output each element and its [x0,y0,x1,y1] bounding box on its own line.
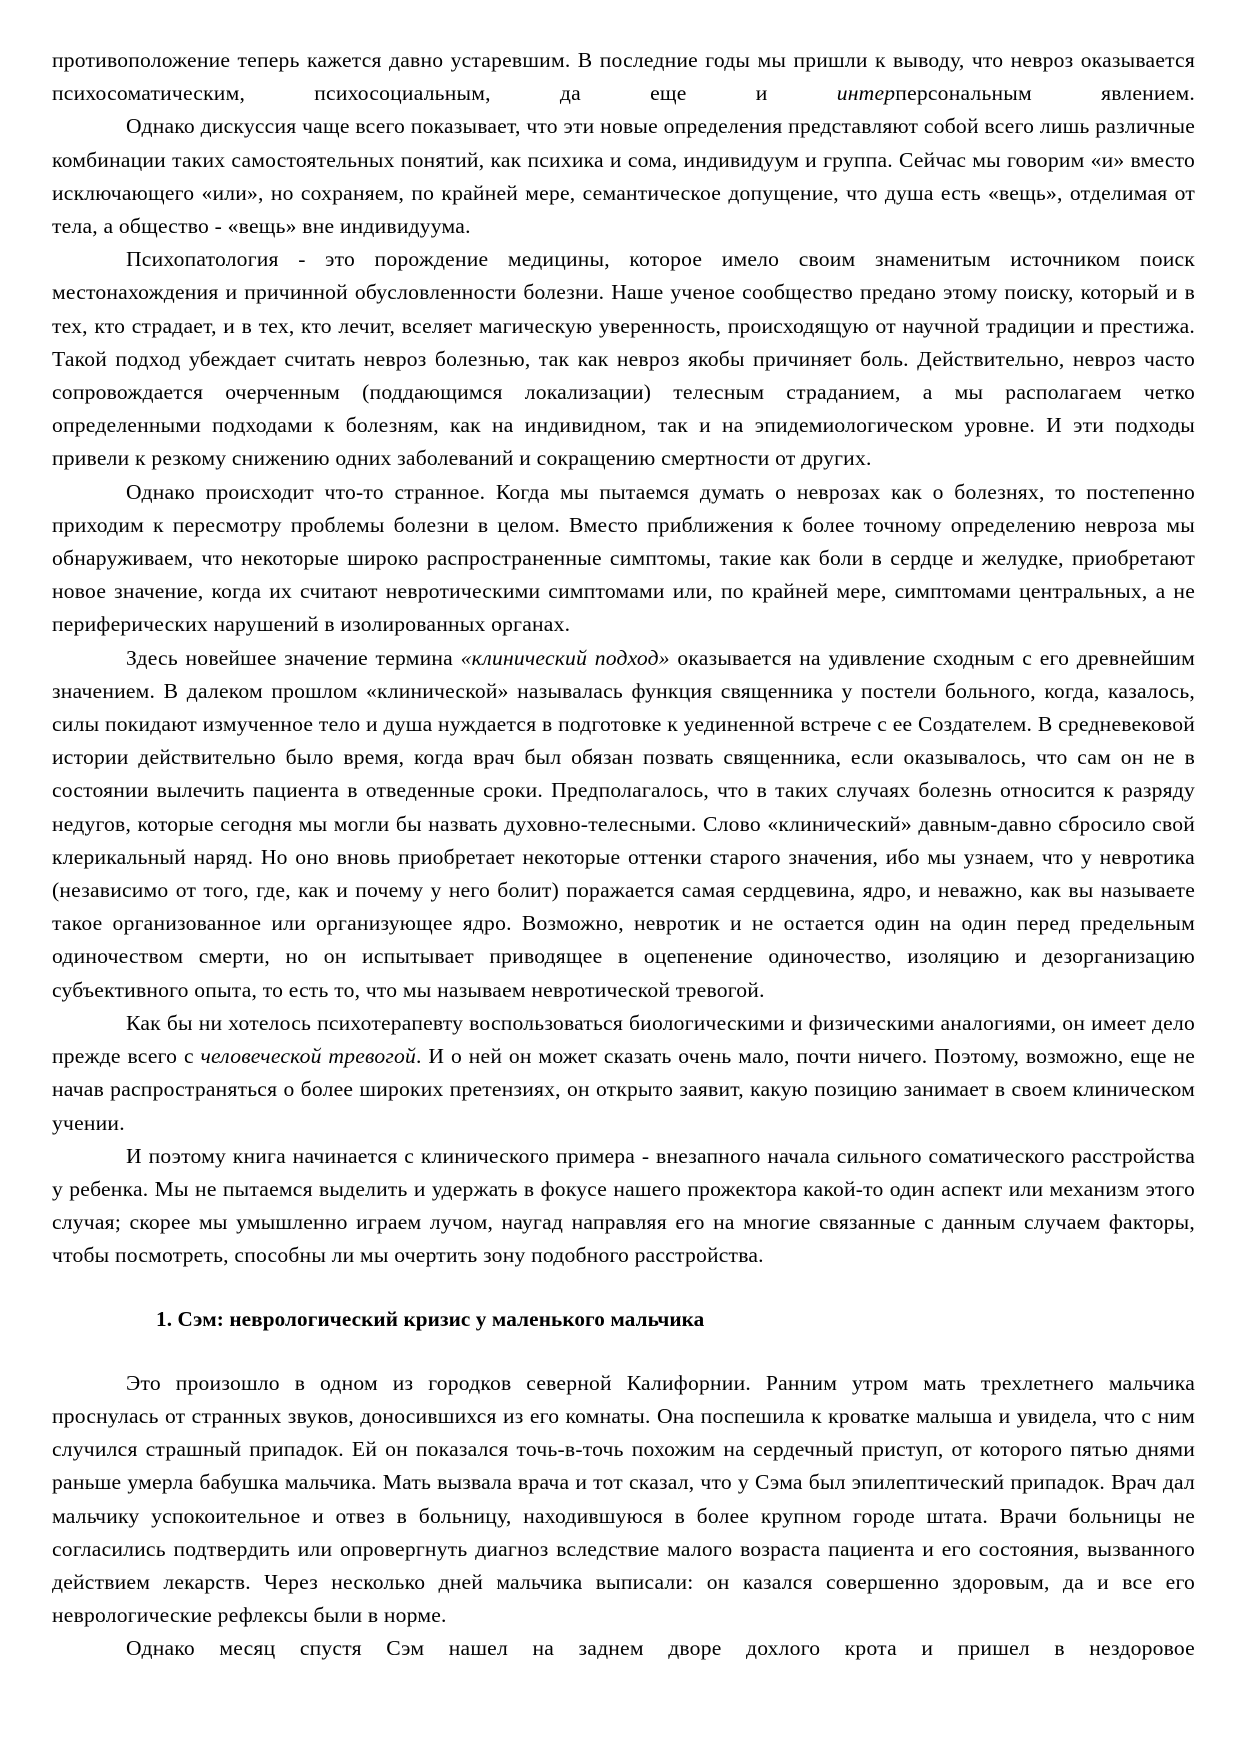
document-body [52,44,1195,1666]
paragraph-5 [52,642,1195,1007]
paragraph-4: Однако происходит что-то странное. Когда мы пытаемся думать о неврозах как о болезнях, то постепенно приходим к пересмотру проблемы болезни в целом. Вместо приближения к более точному определению невроза мы обнаруживаем, что некоторые широко распространенные симптомы, такие как боли в сердце и желудке, приобретают новое значение, когда их считают невротическими симптомами или, по крайней мере, симптомами центральных, а не периферических нарушений в изолированных органах. [52,479,1195,637]
paragraph-9: Однако месяц спустя Сэм нашел на заднем дворе дохлого крота и пришел в нездоровое [126,1636,1195,1661]
section-heading-sam: 1. Сэм: неврологический кризис у маленького мальчика [156,1306,705,1331]
paragraph-8: Это произошло в одном из городков северной Калифорнии. Ранним утром мать трехлетнего мальчика проснулась от странных звуков, доносившихся из его комнаты. Она поспешила к кроватке малыша и увидела, что с ним случился страшный припадок. Ей он показался точь-в-точь похожим на сердечный приступ, от которого пятью днями раньше умерла бабушка мальчика. Мать вызвала врача и тот сказал, что у Сэма был эпилептический припадок. Врач дал мальчику успокоительное и отвез в больницу, находившуюся в более крупном городе штата. Врачи больницы не согласились подтвердить или опровергнуть диагноз вследствие малого возраста пациента и его состояния, вызванного действием лекарств. Через несколько дней мальчика выписали: он казался совершенно здоровым, да и все его неврологические рефлексы были в норме. [52,1370,1195,1628]
paragraph-text-part: оказывается на удивление сходным с его древнейшим значением. В далеком прошлом «клинической» называлась функция священника у постели больного, когда, казалось, силы покидают измученное тело и душа нуждается в подготовке к уединенной встрече с ее Создателем. В средневековой истории действительно было время, когда врач был обязан позвать священника, если оказывалось, что сам он не в состоянии вылечить пациента в отведенные сроки. Предполагалось, что в таких случаях болезнь относится к разряду недугов, которые сегодня мы могли бы назвать духовно-телесными. Слово «клинический» давным-давно сбросило свой клерикальный наряд. Но оно вновь приобретает некоторые оттенки старого значения, ибо мы узнаем, что у невротика (независимо от того, где, как и почему у него болит) поражается самая сердцевина, ядро, и неважно, как вы называете такое организованное или организующее ядро. Возможно, невротик и не остается один на один перед предельным одиночеством смерти, но он испытывает приводящее в оцепенение одиночество, изоляцию и дезорганизацию субъективного опыта, то есть то, что мы называем невротической тревогой. [52,645,1195,1002]
heading-spacer-below [52,1336,1195,1367]
paragraph-text-part: персональным явлением. [895,81,1195,106]
paragraph-text-part: . И о ней он может сказать очень мало, почти ничего. Поэтому, возможно, еще не начав распространяться о более широких претензиях, он открыто заявит, какую позицию занимает в своем клиническом учении. [52,1044,1195,1135]
heading-spacer-above [52,1273,1195,1303]
emphasis-inter: интер [836,81,896,106]
paragraph-3: Психопатология - это порождение медицины, которое имело своим знаменитым источником поиск местонахождения и причинной обусловленности болезни. Наше ученое сообщество предано этому поиску, который и в тех, кто страдает, и в тех, кто лечит, вселяет магическую уверенность, происходящую от научной традиции и престижа. Такой подход убеждает считать невроз болезнью, так как невроз якобы причиняет боль. Действительно, невроз часто сопровождается очерченным (поддающимся локализации) телесным страданием, а мы располагаем четко определенными подходами к болезням, как на индивидном, так и на эпидемиологическом уровне. И эти подходы привели к резкому снижению одних заболеваний и сокращению смертности от других. [52,247,1195,471]
paragraph-text-part: противоположение теперь кажется давно устаревшим. В последние годы мы пришли к выводу, что невроз оказывается психосоматическим, психосоциальным, да еще и [52,48,1195,106]
paragraph-text-part: Здесь новейшее значение термина [126,645,461,670]
paragraph-6 [52,1007,1195,1140]
paragraph-2: Однако дискуссия чаще всего показывает, что эти новые определения представляют собой всего лишь различные комбинации таких самостоятельных понятий, как психика и сома, индивидуум и группа. Сейчас мы говорим «и» вместо исключающего «или», но сохраняем, по крайней мере, семантическое допущение, что душа есть «вещь», отделимая от тела, а общество - «вещь» вне индивидуума. [52,114,1195,239]
emphasis-human-anxiety: человеческой тревогой [200,1044,417,1069]
paragraph-continuation [52,44,1195,110]
emphasis-clinical-approach: «клинический подход» [460,645,670,670]
paragraph-text-part: Как бы ни хотелось психотерапевту воспользоваться биологическими и физическими аналогиями, он имеет дело прежде всего с [52,1010,1195,1069]
paragraph-7: И поэтому книга начинается с клинического примера - внезапного начала сильного соматического расстройства у ребенка. Мы не пытаемся выделить и удержать в фокусе нашего прожектора какой-то один аспект или механизм этого случая; скорее мы умышленно играем лучом, наугад направляя его на многие связанные с данным случаем факторы, чтобы посмотреть, способны ли мы очертить зону подобного расстройства. [52,1143,1195,1268]
